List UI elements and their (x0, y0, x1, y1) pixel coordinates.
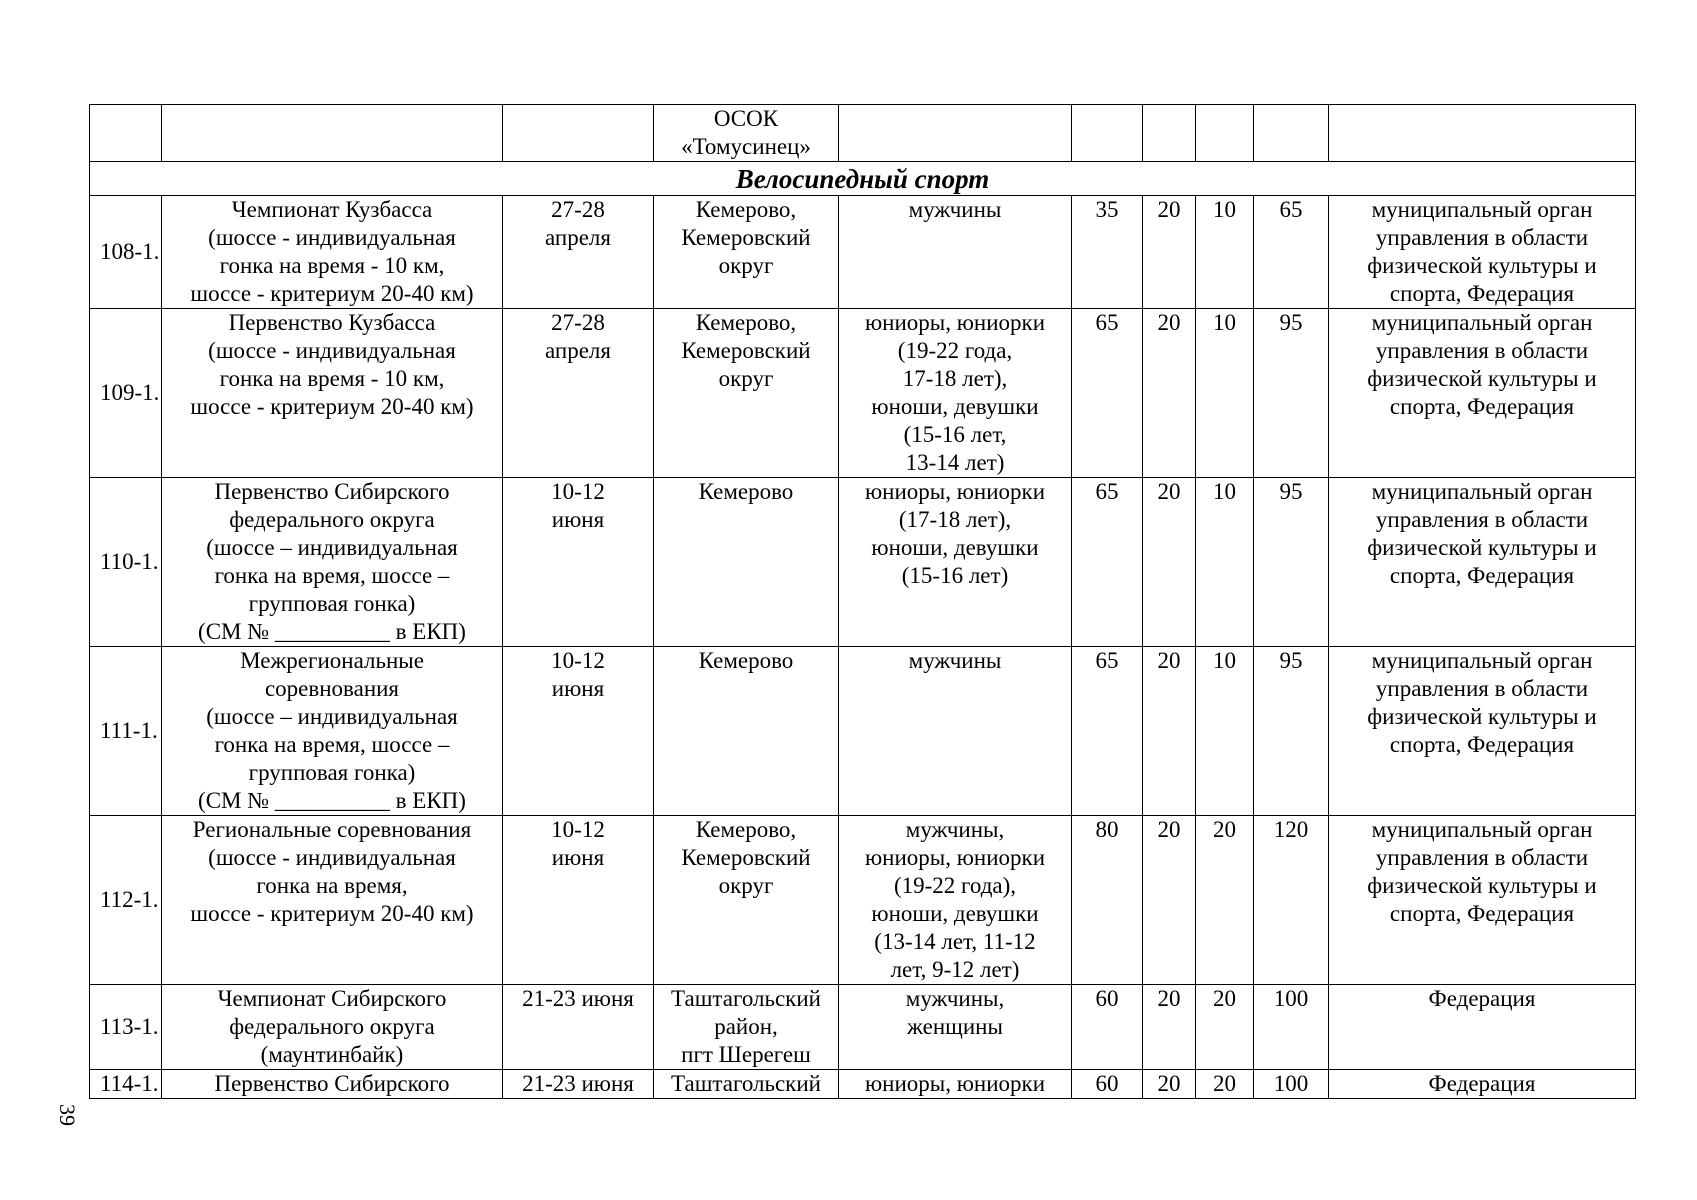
event-line: гонка на время - 10 км, (219, 366, 445, 391)
event-line: (шоссе - индивидуальная (208, 225, 456, 250)
organizer-cell (1329, 309, 1636, 478)
table-row (90, 647, 1636, 816)
row-number: 109-1. (90, 309, 162, 478)
event-line: Первенство Сибирского (214, 479, 450, 504)
participants-line: юниоры, юниорки (864, 1071, 1046, 1096)
event-line: (шоссе – индивидуальная (206, 535, 458, 560)
count-cell: 95 (1254, 478, 1329, 647)
place-line: Кемеровский (681, 225, 811, 250)
participants-line: 17-18 лет), (902, 366, 1008, 391)
place-line: ОСОК (713, 106, 779, 131)
count-cell: 20 (1196, 985, 1254, 1070)
event-line: (маунтинбайк) (260, 1042, 404, 1067)
place-line: Таштагольский (671, 986, 821, 1011)
event-line: Чемпионат Сибирского (217, 986, 447, 1011)
event-line: Чемпионат Кузбасса (231, 197, 433, 222)
organizer-line: физической культуры и (1367, 535, 1597, 560)
place-cell (654, 985, 839, 1070)
organizer-line: управления в области (1375, 225, 1589, 250)
count-cell: 10 (1196, 647, 1254, 816)
organizer-cell (1329, 816, 1636, 985)
table-row (90, 478, 1636, 647)
event-line: (шоссе - индивидуальная (208, 845, 456, 870)
place-line: Кемерово (698, 648, 794, 673)
place-line: Кемеровский (681, 338, 811, 363)
event-cell (162, 985, 503, 1070)
participants-cell (839, 985, 1072, 1070)
event-cell (162, 478, 503, 647)
place-cell (654, 196, 839, 309)
count-cell: 20 (1196, 816, 1254, 985)
count-cell: 20 (1143, 816, 1196, 985)
section-title: Велосипедный спорт (90, 162, 1636, 196)
row-number: 108-1. (90, 196, 162, 309)
table-cell (162, 105, 503, 162)
event-line: шоссе - критериум 20-40 км) (190, 281, 474, 306)
event-line: Региональные соревнования (192, 817, 472, 842)
participants-line: юниоры, юниорки (864, 310, 1046, 335)
participants-line: (15-16 лет, (903, 422, 1007, 447)
count-cell: 120 (1254, 816, 1329, 985)
event-line: гонка на время, шоссе – (214, 732, 450, 757)
organizer-line: управления в области (1375, 845, 1589, 870)
count-cell: 10 (1196, 309, 1254, 478)
table-row (90, 196, 1636, 309)
dates-line: 10-12 (551, 817, 605, 842)
organizer-cell (1329, 478, 1636, 647)
event-line: Первенство Сибирского (214, 1071, 450, 1096)
dates-cell (503, 985, 654, 1070)
participants-line: мужчины (908, 648, 1002, 673)
participants-cell (839, 309, 1072, 478)
events-table (89, 104, 1636, 1099)
participants-line: (15-16 лет) (901, 563, 1009, 588)
organizer-line: физической культуры и (1367, 704, 1597, 729)
event-cell (162, 816, 503, 985)
event-line: (шоссе – индивидуальная (206, 704, 458, 729)
table-body (90, 105, 1636, 1099)
event-line: соревнования (264, 676, 400, 701)
event-line: (СМ № __________ в ЕКП) (198, 788, 466, 813)
participants-line: мужчины (908, 197, 1002, 222)
row-number: 113-1. (90, 985, 162, 1070)
organizer-line: управления в области (1375, 338, 1589, 363)
participants-cell (839, 816, 1072, 985)
count-cell: 10 (1196, 478, 1254, 647)
organizer-line: муниципальный орган (1371, 648, 1593, 673)
table-cell (1254, 105, 1329, 162)
event-line: шоссе - критериум 20-40 км) (190, 901, 474, 926)
place-line: округ (718, 873, 774, 898)
place-line: округ (718, 253, 774, 278)
table-cell (1143, 105, 1196, 162)
dates-cell (503, 1070, 654, 1099)
table-cell (1196, 105, 1254, 162)
participants-line: юноши, девушки (871, 901, 1039, 926)
page-number: 39 (55, 1104, 80, 1126)
dates-line: июня (551, 676, 605, 701)
place-line: Таштагольский (671, 1071, 821, 1096)
event-cell (162, 309, 503, 478)
count-cell: 65 (1072, 647, 1143, 816)
event-line: Первенство Кузбасса (228, 310, 436, 335)
event-line: шоссе - критериум 20-40 км) (190, 394, 474, 419)
participants-line: (17-18 лет), (898, 507, 1012, 532)
table-row (90, 105, 1636, 162)
count-cell: 60 (1072, 1070, 1143, 1099)
organizer-cell (1329, 1070, 1636, 1099)
organizer-line: муниципальный орган (1371, 817, 1593, 842)
dates-cell (503, 196, 654, 309)
place-cell (654, 647, 839, 816)
event-cell (162, 1070, 503, 1099)
count-cell: 95 (1254, 309, 1329, 478)
organizer-line: Федерация (1428, 986, 1536, 1011)
organizer-line: Федерация (1428, 1071, 1536, 1096)
dates-line: 21-23 июня (522, 1071, 634, 1096)
table-cell (1329, 105, 1636, 162)
dates-line: июня (551, 845, 605, 870)
organizer-line: спорта, Федерация (1389, 901, 1575, 926)
organizer-line: спорта, Федерация (1389, 732, 1575, 757)
participants-cell (839, 196, 1072, 309)
count-cell: 10 (1196, 196, 1254, 309)
row-number: 110-1. (90, 478, 162, 647)
place-line: район, (714, 1014, 778, 1039)
dates-line: июня (551, 507, 605, 532)
event-line: гонка на время - 10 км, (219, 253, 445, 278)
organizer-line: муниципальный орган (1371, 197, 1593, 222)
event-line: федерального округа (229, 507, 435, 532)
place-line: Кемеровский (681, 845, 811, 870)
event-cell (162, 647, 503, 816)
organizer-line: спорта, Федерация (1389, 394, 1575, 419)
place-line: пгт Шерегеш (681, 1042, 811, 1067)
place-line: Кемерово, (695, 310, 797, 335)
table-row (90, 816, 1636, 985)
participants-line: (19-22 года, (897, 338, 1013, 363)
place-cell (654, 105, 839, 162)
dates-line: 10-12 (551, 479, 605, 504)
event-line: групповая гонка) (248, 760, 416, 785)
participants-line: юниоры, юниорки (864, 845, 1046, 870)
count-cell: 20 (1196, 1070, 1254, 1099)
participants-cell (839, 1070, 1072, 1099)
organizer-cell (1329, 647, 1636, 816)
dates-line: 21-23 июня (522, 986, 634, 1011)
place-line: округ (718, 366, 774, 391)
row-number: 112-1. (90, 816, 162, 985)
place-line: Кемерово, (695, 197, 797, 222)
participants-cell (839, 647, 1072, 816)
table-cell (839, 105, 1072, 162)
place-line: Кемерово (698, 479, 794, 504)
count-cell: 100 (1254, 985, 1329, 1070)
organizer-line: физической культуры и (1367, 253, 1597, 278)
organizer-line: муниципальный орган (1371, 310, 1593, 335)
table-cell (503, 105, 654, 162)
count-cell: 20 (1143, 309, 1196, 478)
count-cell: 60 (1072, 985, 1143, 1070)
organizer-line: спорта, Федерация (1389, 563, 1575, 588)
dates-cell (503, 816, 654, 985)
organizer-line: физической культуры и (1367, 366, 1597, 391)
organizer-line: спорта, Федерация (1389, 281, 1575, 306)
table-cell (90, 105, 162, 162)
count-cell: 65 (1254, 196, 1329, 309)
count-cell: 20 (1143, 196, 1196, 309)
participants-line: мужчины, (905, 986, 1005, 1011)
count-cell: 100 (1254, 1070, 1329, 1099)
dates-line: 27-28 (551, 310, 605, 335)
participants-line: мужчины, (905, 817, 1005, 842)
dates-cell (503, 478, 654, 647)
organizer-line: управления в области (1375, 676, 1589, 701)
place-line: «Томусинец» (681, 134, 811, 159)
event-cell (162, 196, 503, 309)
dates-line: 27-28 (551, 197, 605, 222)
participants-line: юноши, девушки (871, 394, 1039, 419)
participants-line: женщины (907, 1014, 1003, 1039)
count-cell: 20 (1143, 985, 1196, 1070)
event-line: гонка на время, шоссе – (214, 563, 450, 588)
dates-line: 10-12 (551, 648, 605, 673)
organizer-cell (1329, 985, 1636, 1070)
place-cell (654, 1070, 839, 1099)
table-cell (1072, 105, 1143, 162)
count-cell: 20 (1143, 478, 1196, 647)
organizer-line: управления в области (1375, 507, 1589, 532)
participants-cell (839, 478, 1072, 647)
section-header-row (90, 162, 1636, 196)
dates-line: апреля (545, 225, 611, 250)
row-number: 111-1. (90, 647, 162, 816)
count-cell: 80 (1072, 816, 1143, 985)
count-cell: 20 (1143, 1070, 1196, 1099)
event-line: гонка на время, (256, 873, 408, 898)
table-row (90, 985, 1636, 1070)
table-row (90, 1070, 1636, 1099)
participants-line: (13-14 лет, 11-12 (874, 929, 1036, 954)
dates-cell (503, 647, 654, 816)
organizer-line: муниципальный орган (1371, 479, 1593, 504)
event-line: федерального округа (229, 1014, 435, 1039)
participants-line: лет, 9-12 лет) (890, 957, 1020, 982)
event-line: (шоссе - индивидуальная (208, 338, 456, 363)
organizer-cell (1329, 196, 1636, 309)
count-cell: 35 (1072, 196, 1143, 309)
count-cell: 95 (1254, 647, 1329, 816)
place-cell (654, 816, 839, 985)
dates-cell (503, 309, 654, 478)
table-row (90, 309, 1636, 478)
count-cell: 20 (1143, 647, 1196, 816)
participants-line: юниоры, юниорки (864, 479, 1046, 504)
event-line: (СМ № __________ в ЕКП) (198, 619, 466, 644)
organizer-line: физической культуры и (1367, 873, 1597, 898)
row-number: 114-1. (90, 1070, 162, 1099)
count-cell: 65 (1072, 478, 1143, 647)
participants-line: юноши, девушки (871, 535, 1039, 560)
participants-line: 13-14 лет) (905, 450, 1005, 475)
dates-line: апреля (545, 338, 611, 363)
place-cell (654, 309, 839, 478)
count-cell: 65 (1072, 309, 1143, 478)
place-cell (654, 478, 839, 647)
event-line: Межрегиональные (240, 648, 424, 673)
participants-line: (19-22 года), (893, 873, 1017, 898)
place-line: Кемерово, (695, 817, 797, 842)
event-line: групповая гонка) (248, 591, 416, 616)
